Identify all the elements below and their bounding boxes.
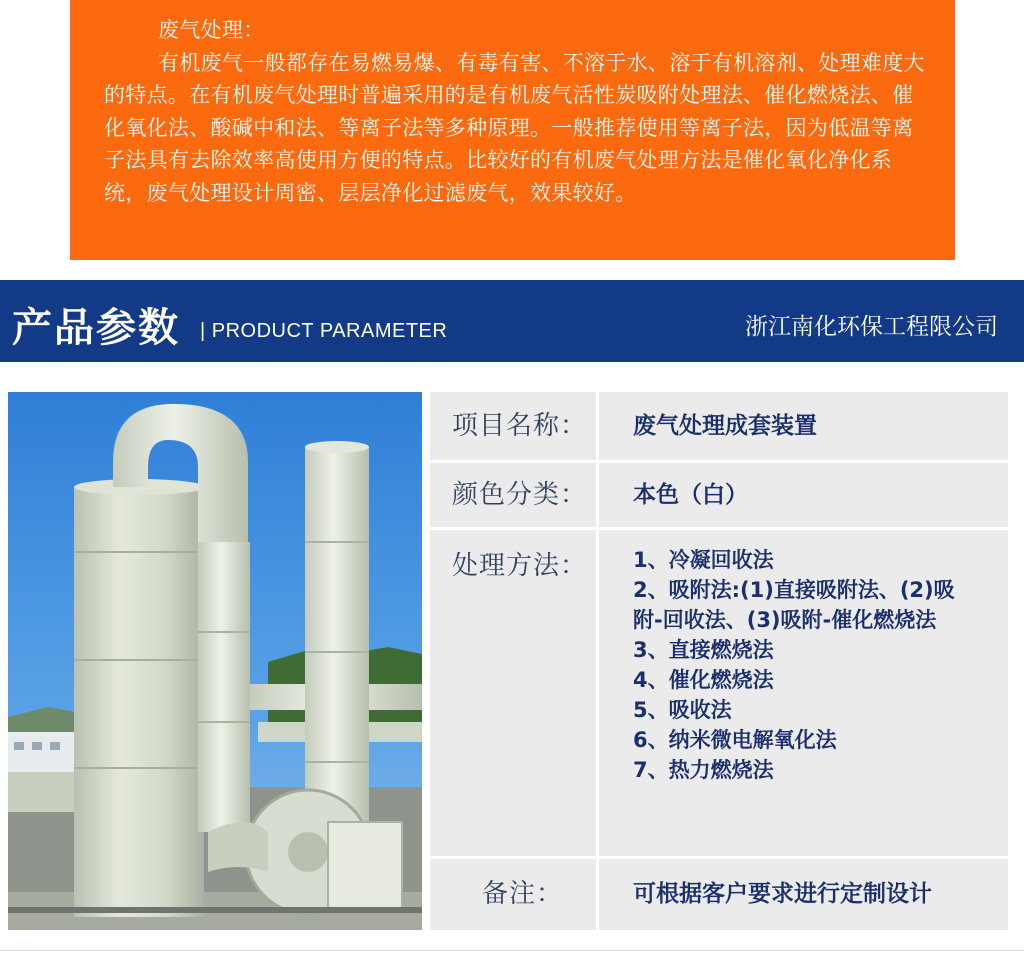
param-value-color: 本色（白） xyxy=(599,463,1008,527)
param-label-method: 处理方法： xyxy=(430,530,596,856)
param-row-method xyxy=(430,530,1008,856)
product-photo xyxy=(8,392,422,930)
method-item: 1、冷凝回收法 xyxy=(633,548,774,572)
param-row-color xyxy=(430,463,1008,527)
parameter-table xyxy=(430,392,1008,930)
param-value-note: 可根据客户要求进行定制设计 xyxy=(599,859,1008,930)
param-label-note: 备注： xyxy=(430,859,596,930)
intro-heading: 废气处理： xyxy=(158,18,265,42)
bottom-divider xyxy=(0,950,1024,951)
param-label-name: 项目名称： xyxy=(430,392,596,460)
param-value-method xyxy=(599,530,1008,856)
param-label-color: 颜色分类： xyxy=(430,463,596,527)
method-list xyxy=(633,545,974,785)
method-item: 5、吸收法 xyxy=(633,698,732,722)
method-item: 3、直接燃烧法 xyxy=(633,638,774,662)
param-row-note xyxy=(430,859,1008,930)
method-item: 7、热力燃烧法 xyxy=(633,758,774,782)
param-row-name xyxy=(430,392,1008,460)
product-parameter-banner xyxy=(0,280,1024,362)
intro-paragraph: 有机废气一般都存在易燃易爆、有毒有害、不溶于水、溶于有机溶剂、处理难度大的特点。在有机废气处理时普遍采用的是有机废气活性炭吸附处理法、催化燃烧法、催化氧化法、酸碱中和法、等离子法等多种原理。一般推荐使用等离子法，因为低温等离子法具有去除效率高使用方便的特点。比较好的有机废气处理方法是催化氧化净化系统，废气处理设计周密、层层净化过滤废气，效果较好。 xyxy=(104,50,925,205)
company-name: 浙江南化环保工程限公司 xyxy=(745,314,998,340)
param-value-name: 废气处理成套装置 xyxy=(599,392,1008,460)
banner-title-en: | PRODUCT PARAMETER xyxy=(200,320,448,342)
banner-title-cn: 产品参数 xyxy=(12,305,180,351)
method-item: 4、催化燃烧法 xyxy=(633,668,774,692)
intro-block xyxy=(70,0,955,260)
method-item: 2、吸附法:(1)直接吸附法、(2)吸附-回收法、(3)吸附-催化燃烧法 xyxy=(633,578,955,632)
method-item: 6、纳米微电解氧化法 xyxy=(633,728,837,752)
